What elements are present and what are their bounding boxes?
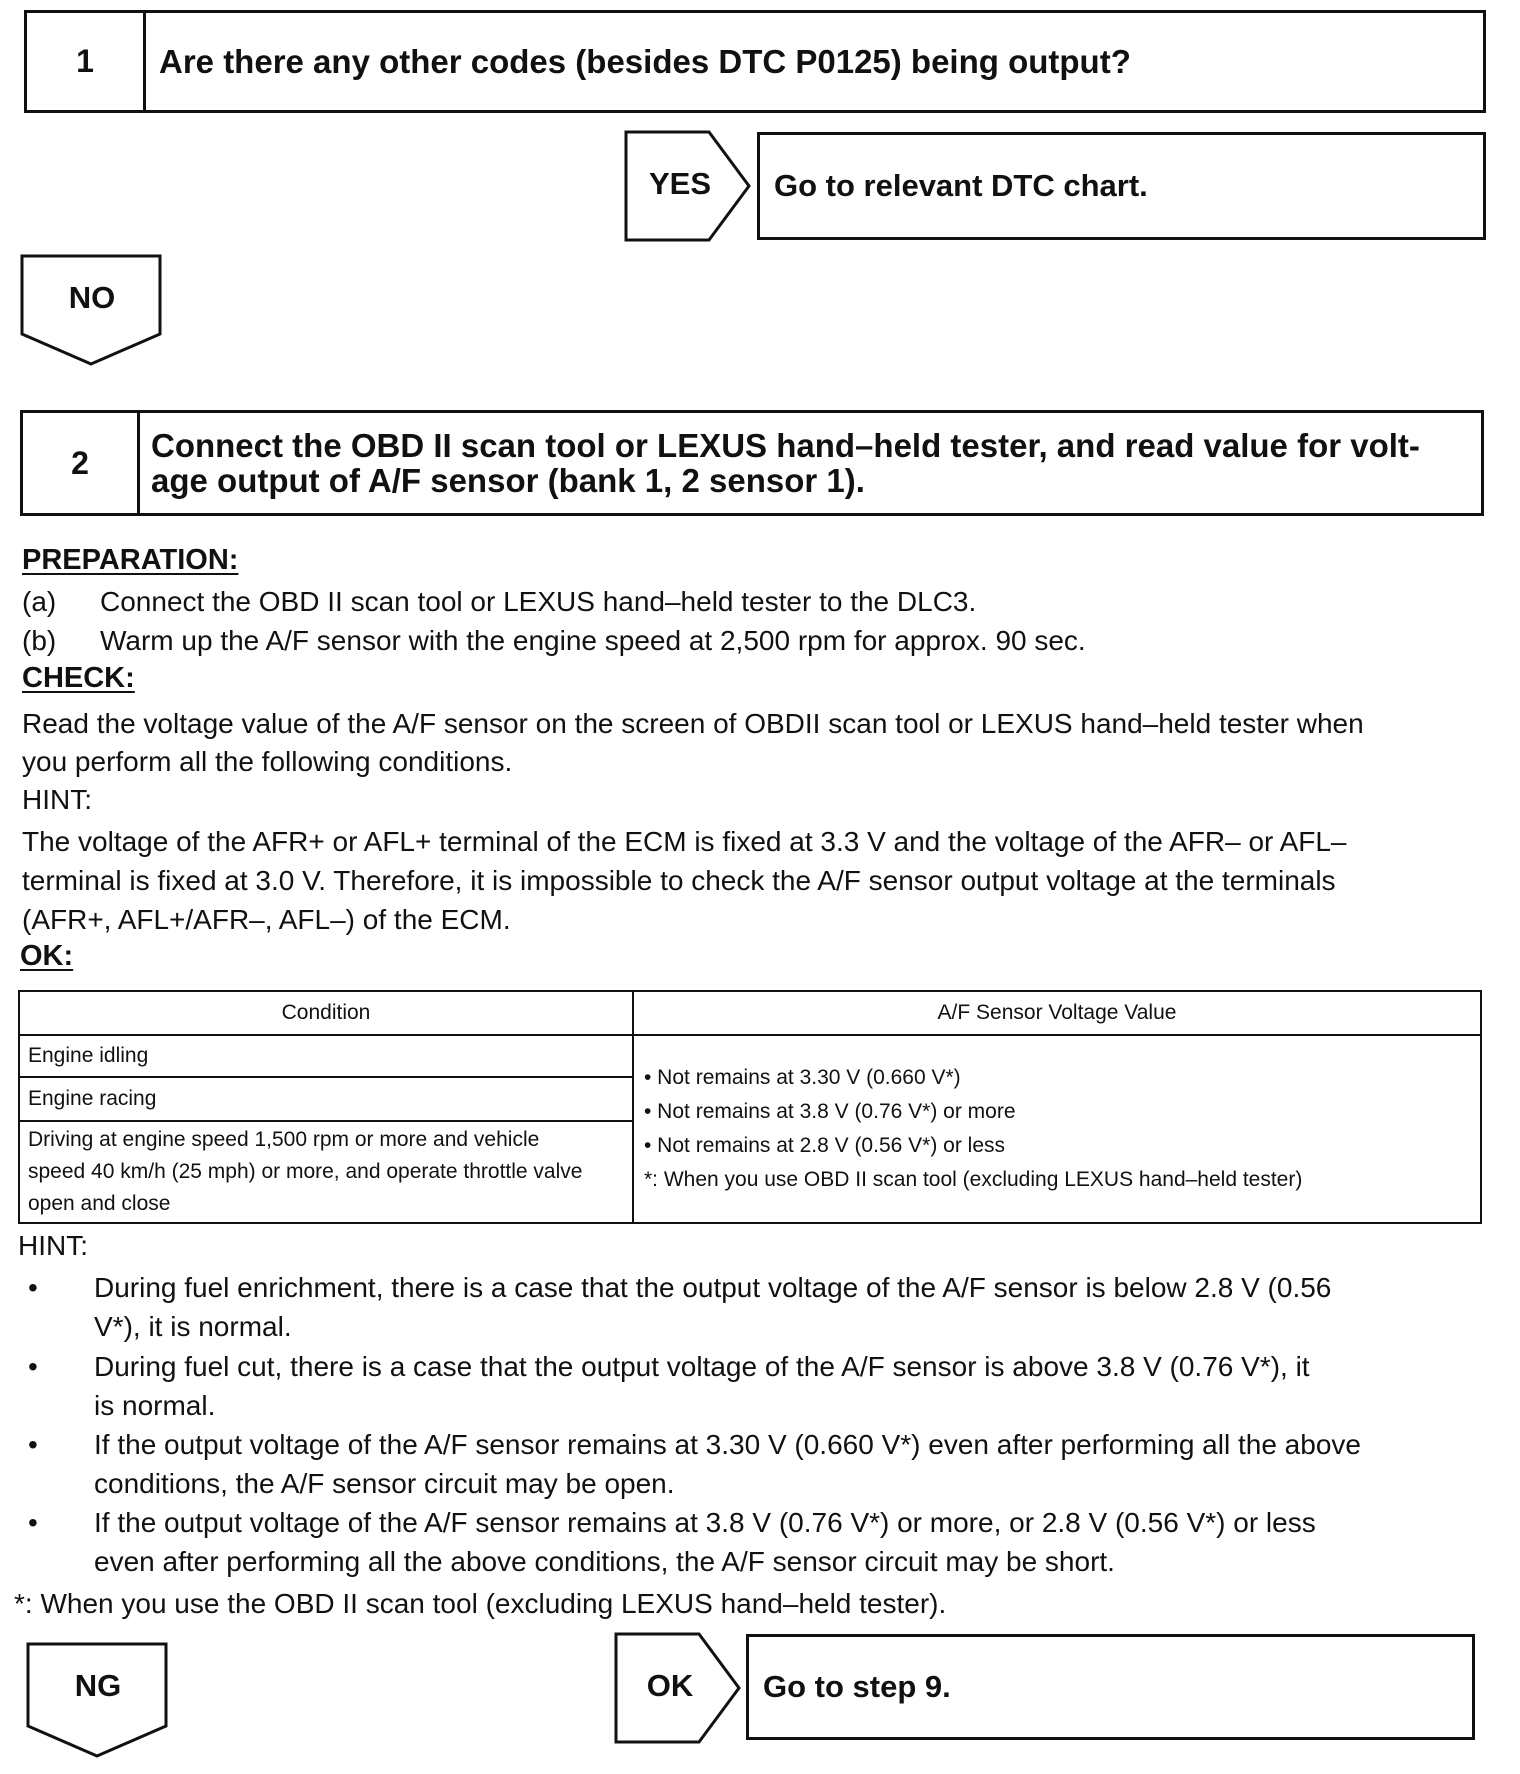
- condition-3-line2: speed 40 km/h (25 mph) or more, and operate throttle valve: [28, 1160, 583, 1183]
- table-cell-condition-1: Engine idling: [19, 1035, 633, 1077]
- table-header-voltage: A/F Sensor Voltage Value: [633, 991, 1481, 1035]
- ok-label: OK: [646, 1668, 694, 1703]
- footnote: *: When you use the OBD II scan tool (excluding LEXUS hand–held tester).: [14, 1588, 947, 1619]
- bullet-4-line1: If the output voltage of the A/F sensor remains at 3.8 V (0.76 V*) or more, or 2.8 V (0.56 V*) or less: [94, 1507, 1316, 1538]
- bullet-2-line1: During fuel cut, there is a case that the output voltage of the A/F sensor is above 3.8 V (0.76 V*), it: [94, 1351, 1310, 1382]
- bullet-dot: •: [28, 1351, 38, 1382]
- step-1-title: Are there any other codes (besides DTC P0125) being output?: [159, 43, 1131, 80]
- condition-3-line3: open and close: [28, 1192, 171, 1215]
- hint-1-text-3: (AFR+, AFL+/AFR–, AFL–) of the ECM.: [22, 904, 511, 935]
- check-text-1: Read the voltage value of the A/F sensor on the screen of OBDII scan tool or LEXUS hand–held tester when: [22, 708, 1364, 739]
- condition-3-line1: Driving at engine speed 1,500 rpm or more and vehicle: [28, 1128, 540, 1151]
- step-2-title: [151, 413, 1467, 513]
- bullet-dot: •: [28, 1507, 38, 1538]
- yes-result-box: Go to relevant DTC chart.: [757, 132, 1486, 240]
- hint-1-text-2: terminal is fixed at 3.0 V. Therefore, it is impossible to check the A/F sensor output voltage at the terminals: [22, 865, 1336, 896]
- bullet-3-line2: conditions, the A/F sensor circuit may be open.: [94, 1468, 675, 1499]
- ok-result-box: Go to step 9.: [746, 1634, 1475, 1740]
- hint-heading-1: HINT:: [22, 784, 92, 815]
- step-2-box: [20, 410, 1484, 516]
- step-2-number: 2: [23, 413, 140, 513]
- yes-label: YES: [648, 166, 712, 201]
- ok-table: [18, 990, 1482, 1224]
- bullet-1-line2: V*), it is normal.: [94, 1311, 292, 1342]
- step-2-title-line1: Connect the OBD II scan tool or LEXUS hand–held tester, and read value for volt-: [151, 427, 1420, 464]
- prep-a-label: (a): [22, 586, 57, 617]
- table-cell-voltage-values: [633, 1035, 1481, 1223]
- voltage-value-1: • Not remains at 3.30 V (0.660 V*): [644, 1066, 961, 1089]
- preparation-heading: PREPARATION:: [22, 544, 239, 576]
- bullet-dot: •: [28, 1272, 38, 1303]
- voltage-value-note: *: When you use OBD II scan tool (excluding LEXUS hand–held tester): [644, 1168, 1303, 1191]
- step-2-title-line2: age output of A/F sensor (bank 1, 2 sensor 1).: [151, 462, 865, 499]
- table-cell-condition-3: [19, 1121, 633, 1223]
- bullet-2-line2: is normal.: [94, 1390, 216, 1421]
- check-text-2: you perform all the following conditions.: [22, 746, 513, 777]
- hint-heading-2: HINT:: [18, 1230, 88, 1261]
- table-header-condition: Condition: [19, 991, 633, 1035]
- bullet-4-line2: even after performing all the above conditions, the A/F sensor circuit may be short.: [94, 1546, 1115, 1577]
- bullet-1-line1: During fuel enrichment, there is a case that the output voltage of the A/F sensor is below 2.8 V (0.56: [94, 1272, 1332, 1303]
- hint-bullet-1: [14, 1268, 1484, 1346]
- step-1-number: 1: [27, 13, 146, 110]
- bullet-3-line1: If the output voltage of the A/F sensor remains at 3.30 V (0.660 V*) even after performing all the above: [94, 1429, 1361, 1460]
- prep-a-text: Connect the OBD II scan tool or LEXUS hand–held tester to the DLC3.: [100, 586, 977, 617]
- no-label: NO: [68, 280, 116, 315]
- ok-table-container: [18, 990, 1482, 1218]
- step-1-box: [24, 10, 1486, 113]
- hint-bullet-2: [14, 1347, 1484, 1425]
- ng-label: NG: [74, 1668, 122, 1703]
- voltage-value-2: • Not remains at 3.8 V (0.76 V*) or more: [644, 1100, 1016, 1123]
- prep-b-text: Warm up the A/F sensor with the engine speed at 2,500 rpm for approx. 90 sec.: [100, 625, 1086, 656]
- check-heading: CHECK:: [22, 662, 135, 694]
- hint-bullet-3: [14, 1425, 1484, 1503]
- table-cell-condition-2: Engine racing: [19, 1077, 633, 1121]
- ok-heading: OK:: [20, 940, 74, 972]
- bullet-dot: •: [28, 1429, 38, 1460]
- hint-bullet-4: [14, 1503, 1484, 1581]
- hint-1-text-1: The voltage of the AFR+ or AFL+ terminal of the ECM is fixed at 3.3 V and the voltage of the AFR– or AFL–: [22, 826, 1347, 857]
- voltage-value-3: • Not remains at 2.8 V (0.56 V*) or less: [644, 1134, 1005, 1157]
- prep-b-label: (b): [22, 625, 57, 656]
